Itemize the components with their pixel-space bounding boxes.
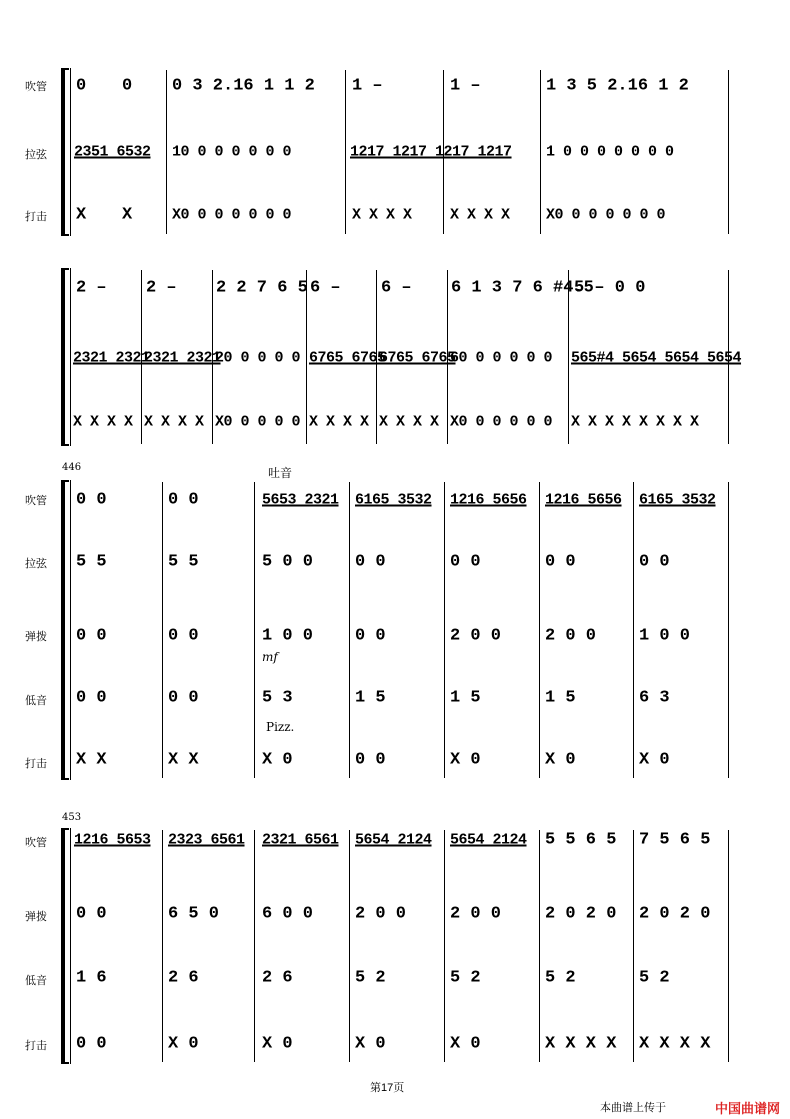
barline: [444, 830, 445, 1062]
note-cell: 5 2: [545, 968, 576, 988]
note-cell: 1 0 0: [262, 626, 314, 646]
note-cell: X X X X: [73, 413, 133, 431]
note-cell: 2 –: [76, 278, 107, 298]
note-cell: X X X X: [144, 413, 204, 431]
note-cell: X 0: [355, 1034, 386, 1054]
note-cell: 2 0 0: [355, 904, 407, 924]
note-cell: 5 3: [262, 688, 293, 708]
part-label: 弹拨: [25, 630, 47, 643]
note-cell: 0: [122, 76, 133, 96]
note-cell: X0 0 0 0 0: [215, 413, 301, 431]
note-cell: X0 0 0 0 0 0: [450, 413, 553, 431]
note-cell: 0 0: [76, 688, 107, 708]
note-cell: X: [122, 205, 133, 225]
note-cell: X0 0 0 0 0 0 0: [546, 206, 666, 224]
note-cell: 2321 6561: [262, 831, 339, 849]
note-cell: 1 6: [76, 968, 107, 988]
system-4: [0, 812, 790, 1072]
note-cell: 6 –: [381, 278, 412, 298]
barline: [162, 830, 163, 1062]
barline: [728, 482, 729, 778]
barline: [349, 830, 350, 1062]
note-cell: X X: [168, 750, 199, 770]
note-cell: 1217 1217 1217 1217: [350, 143, 512, 161]
note-cell: 5 2: [450, 968, 481, 988]
note-cell: 2 0 0: [545, 626, 597, 646]
note-cell: 2351 6532: [74, 143, 151, 161]
note-cell: 1216 5656: [545, 491, 622, 509]
note-cell: 7 5 6 5: [639, 830, 711, 850]
note-cell: X X X X X X X X: [571, 413, 699, 431]
note-cell: 1 0 0: [639, 626, 691, 646]
note-cell: 0 0: [76, 1034, 107, 1054]
note-cell: X 0: [639, 750, 670, 770]
note-cell: 5 0 0: [262, 552, 314, 572]
note-cell: X X X X: [545, 1034, 617, 1054]
note-cell: 0 0: [168, 688, 199, 708]
system-line: [70, 268, 71, 446]
note-cell: X 0: [168, 1034, 199, 1054]
pizz-marking: Pizz.: [266, 720, 295, 734]
note-cell: 2 0 2 0: [545, 904, 617, 924]
note-cell: 60 0 0 0 0 0: [450, 349, 553, 367]
barline: [540, 70, 541, 234]
note-cell: X X X X: [309, 413, 369, 431]
note-cell: 2 0 0: [450, 626, 502, 646]
note-cell: 5 5 6 5: [545, 830, 617, 850]
note-cell: 5654 2124: [355, 831, 432, 849]
note-cell: X 0: [262, 1034, 293, 1054]
note-cell: 1 –: [450, 76, 481, 96]
measure-number: 453: [62, 812, 82, 823]
note-cell: 2 6: [262, 968, 293, 988]
barline: [345, 70, 346, 234]
note-cell: 0 0: [450, 552, 481, 572]
barline: [162, 482, 163, 778]
note-cell: 1216 5656: [450, 491, 527, 509]
note-cell: 1 0 0 0 0 0 0 0: [546, 143, 674, 161]
system-2: [0, 260, 790, 450]
barline: [633, 482, 634, 778]
system-line: [70, 828, 71, 1064]
note-cell: 0 0: [168, 490, 199, 510]
barline: [349, 482, 350, 778]
note-cell: 5 5: [76, 552, 107, 572]
note-cell: 0 0: [355, 750, 386, 770]
system-bracket: [61, 68, 69, 236]
note-cell: X X X X: [352, 206, 412, 224]
part-label: 低音: [25, 974, 47, 987]
note-cell: X 0: [450, 1034, 481, 1054]
system-3: [0, 460, 790, 790]
note-cell: 6 1 3 7 6 #4.5: [451, 278, 594, 298]
note-cell: 10 0 0 0 0 0 0: [172, 143, 292, 161]
barline: [166, 70, 167, 234]
barline: [539, 482, 540, 778]
note-cell: 6 5 0: [168, 904, 220, 924]
note-cell: 5653 2321: [262, 491, 339, 509]
note-cell: 1 –: [352, 76, 383, 96]
note-cell: X 0: [262, 750, 293, 770]
note-cell: 565#4 5654 5654 5654: [571, 349, 742, 367]
note-cell: 0 0: [639, 552, 670, 572]
part-label: 打击: [25, 1039, 47, 1052]
part-label: 吹管: [25, 80, 47, 93]
barline: [728, 70, 729, 234]
note-cell: 0 0: [76, 626, 107, 646]
barline: [254, 482, 255, 778]
note-cell: 0: [76, 76, 87, 96]
note-cell: 1 5: [450, 688, 481, 708]
note-cell: 2 2 7 6 5: [216, 278, 308, 298]
note-cell: 6 0 0: [262, 904, 314, 924]
system-bracket: [61, 480, 69, 780]
note-cell: 2321 2321: [144, 349, 221, 367]
articulation-annotation: 吐音: [268, 466, 293, 480]
note-cell: 0 0: [76, 490, 107, 510]
note-cell: 6765 6765: [309, 349, 386, 367]
note-cell: 2 0 2 0: [639, 904, 711, 924]
note-cell: 2321 2321: [73, 349, 150, 367]
note-cell: 0 3 2.16 1 1 2: [172, 76, 315, 96]
note-cell: 1216 5653: [74, 831, 151, 849]
note-cell: 6 3: [639, 688, 670, 708]
note-cell: 0 0: [168, 626, 199, 646]
note-cell: 0 0: [545, 552, 576, 572]
part-label: 吹管: [25, 494, 47, 507]
note-cell: X X: [76, 750, 107, 770]
note-cell: 2323 6561: [168, 831, 245, 849]
part-label: 拉弦: [25, 148, 47, 161]
note-cell: 20 0 0 0 0: [215, 349, 301, 367]
note-cell: X 0: [450, 750, 481, 770]
note-cell: 6165 3532: [639, 491, 716, 509]
system-bracket: [61, 828, 69, 1064]
note-cell: 6765 6765: [379, 349, 456, 367]
system-1: [0, 60, 790, 240]
part-label: 打击: [25, 757, 47, 770]
note-cell: 6165 3532: [355, 491, 432, 509]
note-cell: X X X X: [639, 1034, 711, 1054]
part-label: 拉弦: [25, 557, 47, 570]
note-cell: 1 3 5 2.16 1 2: [546, 76, 689, 96]
note-cell: 5 2: [639, 968, 670, 988]
note-cell: 1 5: [545, 688, 576, 708]
note-cell: X X X X: [379, 413, 439, 431]
note-cell: 1 5: [355, 688, 386, 708]
note-cell: 5 5: [168, 552, 199, 572]
note-cell: 0 0: [76, 904, 107, 924]
system-line: [70, 480, 71, 780]
note-cell: 2 –: [146, 278, 177, 298]
barline: [539, 830, 540, 1062]
part-label: 吹管: [25, 836, 47, 849]
measure-number: 446: [62, 462, 82, 473]
barline: [254, 830, 255, 1062]
note-cell: 2 6: [168, 968, 199, 988]
site-name: 中国曲谱网: [714, 1101, 780, 1116]
part-label: 打击: [25, 210, 47, 223]
note-cell: 2 0 0: [450, 904, 502, 924]
note-cell: 6 –: [310, 278, 341, 298]
barline: [444, 482, 445, 778]
upload-note: 本曲谱上传于: [600, 1102, 666, 1114]
system-bracket: [61, 268, 69, 446]
barline: [728, 830, 729, 1062]
page-number: 第17页: [370, 1082, 405, 1094]
system-line: [70, 68, 71, 236]
barline: [633, 830, 634, 1062]
note-cell: X 0: [545, 750, 576, 770]
note-cell: 5 2: [355, 968, 386, 988]
site-logo: [715, 1098, 780, 1117]
note-cell: 5654 2124: [450, 831, 527, 849]
note-cell: 0 0: [355, 626, 386, 646]
note-cell: X0 0 0 0 0 0 0: [172, 206, 292, 224]
part-label: 低音: [25, 694, 47, 707]
note-cell: 5 – 0 0: [574, 278, 646, 298]
note-cell: 0 0: [355, 552, 386, 572]
dynamic-marking: mf: [262, 650, 278, 664]
note-cell: X: [76, 205, 87, 225]
note-cell: X X X X: [450, 206, 510, 224]
part-label: 弹拨: [25, 910, 47, 923]
